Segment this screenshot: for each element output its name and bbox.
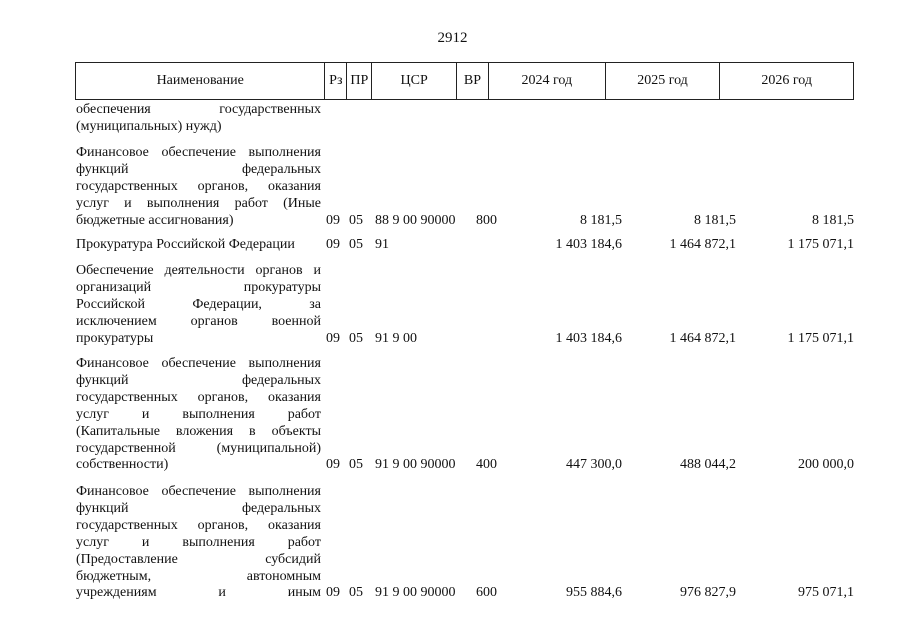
row-name-line: функций федеральных [76, 372, 321, 388]
row-name-line: Российской Федерации, за [76, 296, 321, 312]
row-name-line: Финансовое обеспечение выполнения [76, 484, 321, 499]
row-csr: 91 9 00 90000 [375, 457, 456, 473]
row-2025: 1 464 872,1 [669, 330, 736, 346]
header-rz: Рз [325, 63, 347, 99]
row-2026: 200 000,0 [798, 457, 854, 473]
row-rz: 09 [326, 237, 340, 252]
row-rz: 09 [326, 585, 340, 601]
row-name-line: Прокуратура Российской Федерации [76, 237, 295, 252]
row-2024: 447 300,0 [566, 457, 622, 473]
row-name [76, 237, 321, 254]
row-name [76, 145, 321, 230]
row-name-line: собственности) [76, 457, 169, 473]
row-name-line: (Капитальные вложения в объекты [76, 423, 321, 439]
row-2025: 1 464 872,1 [669, 237, 736, 252]
row-pr: 05 [349, 237, 363, 252]
row-2026: 8 181,5 [812, 212, 854, 228]
row-pr: 05 [349, 457, 363, 473]
row-2024: 1 403 184,6 [555, 237, 622, 252]
row-name-line: организаций прокуратуры [76, 279, 321, 295]
row-2024: 8 181,5 [580, 212, 622, 228]
row-csr: 91 9 00 90000 [375, 585, 456, 601]
row-2024: 955 884,6 [566, 585, 622, 601]
row-name-line: государственных органов, оказания [76, 517, 321, 533]
row-2025: 488 044,2 [680, 457, 736, 473]
row-name-line: государственных органов, оказания [76, 389, 321, 405]
row-pr: 05 [349, 585, 363, 601]
row-2024: 1 403 184,6 [555, 330, 622, 346]
header-vr: ВР [457, 63, 489, 99]
row-vr: 600 [476, 585, 497, 601]
header-2026: 2026 год [761, 73, 812, 88]
row-name [76, 484, 321, 602]
row-name-line: учреждениям и иным [76, 585, 321, 601]
row-2026: 1 175 071,1 [787, 237, 854, 252]
row-csr: 88 9 00 90000 [375, 212, 456, 228]
row-name-line: государственной (муниципальной) [76, 440, 321, 456]
header-name: Наименование [76, 63, 325, 99]
row-rz: 09 [326, 330, 340, 346]
row-2025: 976 827,9 [680, 585, 736, 601]
row-name-line: исключением органов военной [76, 313, 321, 329]
row-name-line: Финансовое обеспечение выполнения [76, 356, 321, 371]
row-name-line: бюджетным, автономным [76, 568, 321, 584]
row-name [76, 356, 321, 474]
header-pr: ПР [347, 63, 372, 99]
row-name-line: (Предоставление субсидий [76, 551, 321, 567]
row-rz: 09 [326, 212, 340, 228]
row-name [76, 263, 321, 348]
row-name-line: бюджетные ассигнования) [76, 212, 234, 228]
row-name-line: (муниципальных) нужд) [76, 118, 222, 134]
row-name-line: функций федеральных [76, 161, 321, 177]
header-2024: 2024 год [489, 63, 606, 99]
row-pr: 05 [349, 212, 363, 228]
row-name-line: услуг и выполнения работ (Иные [76, 195, 321, 211]
row-csr: 91 [375, 237, 389, 252]
row-name-line: прокуратуры [76, 330, 154, 346]
row-name-line: услуг и выполнения работ [76, 406, 321, 422]
row-name-line: услуг и выполнения работ [76, 534, 321, 550]
row-name-line: государственных органов, оказания [76, 178, 321, 194]
row-2026: 1 175 071,1 [787, 330, 854, 346]
row-2025: 8 181,5 [694, 212, 736, 228]
table-header [75, 62, 854, 100]
row-name-line: функций федеральных [76, 500, 321, 516]
row-name-line: Финансовое обеспечение выполнения [76, 145, 321, 160]
row-vr: 800 [476, 212, 497, 228]
row-csr: 91 9 00 [375, 330, 417, 346]
row-2026: 975 071,1 [798, 585, 854, 601]
row-name-line: обеспечения государственных [76, 102, 321, 117]
header-csr: ЦСР [372, 63, 457, 99]
row-name-line: Обеспечение деятельности органов и [76, 263, 321, 278]
header-2025: 2025 год [606, 63, 721, 99]
page-number: 2912 [437, 30, 468, 46]
row-pr: 05 [349, 330, 363, 346]
row-vr: 400 [476, 457, 497, 473]
row-rz: 09 [326, 457, 340, 473]
row-name [76, 102, 321, 136]
